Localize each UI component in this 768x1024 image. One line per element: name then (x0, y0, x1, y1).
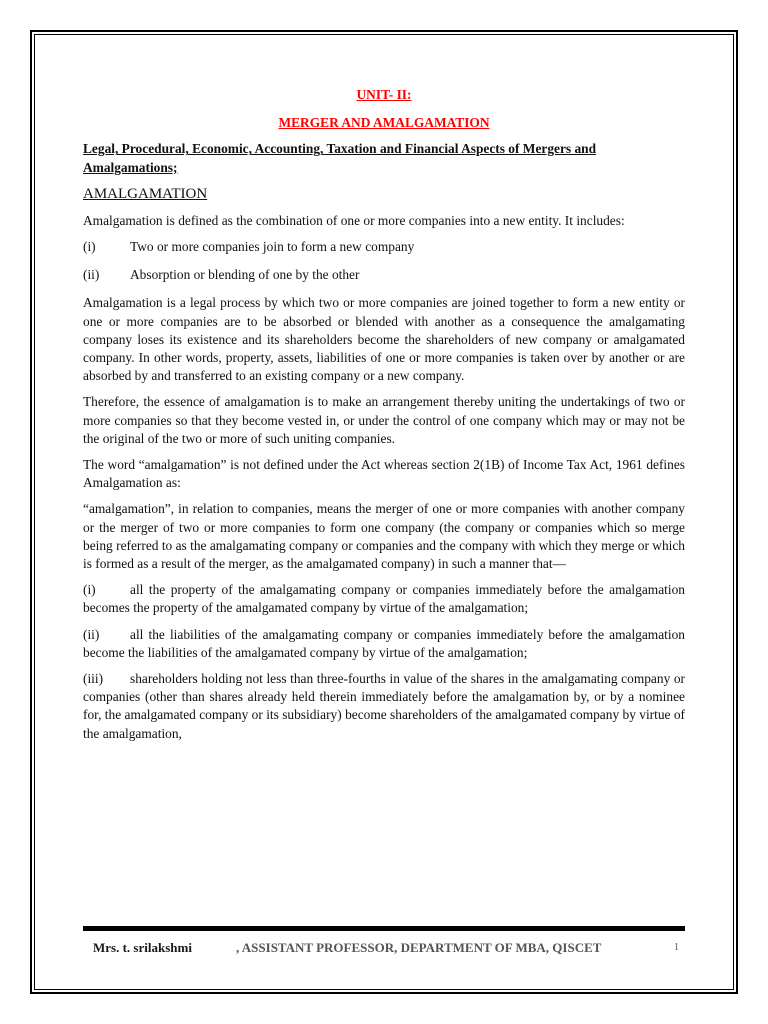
list-number: (ii) (83, 267, 100, 283)
unit-title: UNIT- II: (356, 87, 412, 102)
page-number: 1 (674, 942, 679, 953)
footer-role: , ASSISTANT PROFESSOR, DEPARTMENT OF MBA, QISCET (236, 940, 602, 955)
definition-quote-paragraph: “amalgamation”, in relation to companies, means the merger of one or more companies with another company or the merger of two or more companies to form one company (the company or companies which so merge being referred to as the amalgamating company or companies and the company with which they merge or which is formed as a result of the merger, as the amalgamated company) in such a manner that— (83, 501, 685, 572)
document-body (83, 86, 685, 751)
list-text: Two or more companies join to form a new company (130, 239, 415, 255)
footer-author: Mrs. t. srilakshmi (93, 940, 192, 955)
amalgamation-heading: AMALGAMATION (83, 185, 208, 202)
section-title: MERGER AND AMALGAMATION (278, 115, 490, 131)
essence-paragraph: Therefore, the essence of amalgamation is to make an arrangement thereby uniting the undertakings of two or more companies so that they become vested in, or under the control of one company which may or may not be the original of the two or more of such uniting companies. (83, 394, 685, 446)
clause-item (83, 626, 685, 662)
list-number: (i) (83, 239, 96, 255)
clause-item (83, 670, 685, 743)
clause-text: all the liabilities of the amalgamating company or companies immediately before the amalgamation become the liabilities of the amalgamated company by virtue of the amalgamation; (83, 626, 685, 660)
clause-number: (ii) (83, 626, 100, 642)
topic-heading: Legal, Procedural, Economic, Accounting, Taxation and Financial Aspects of Mergers and Amalgamations; (83, 141, 597, 175)
income-tax-paragraph: The word “amalgamation” is not defined under the Act whereas section 2(1B) of Income Tax Act, 1961 defines Amalgamation as: (83, 457, 685, 491)
legal-process-paragraph: Amalgamation is a legal process by which two or more companies are joined together to form a new entity or one or more companies are to be absorbed or blended with another as a consequence the amalgamating company loses its existence and its shareholders become the shareholders of new company or amalgamated company. In other words, property, assets, liabilities of one or more companies is taken over by another or are absorbed by and transferred to an existing company or a new company. (83, 295, 685, 384)
page-footer (83, 938, 685, 958)
includes-item (83, 238, 685, 256)
clause-number: (iii) (83, 671, 104, 687)
clause-item (83, 581, 685, 617)
includes-item (83, 266, 685, 284)
clause-text: all the property of the amalgamating company or companies immediately before the amalgamation becomes the property of the amalgamated company by virtue of the amalgamation; (83, 582, 685, 616)
clause-text: shareholders holding not less than three-fourths in value of the shares in the amalgamating company or companies (other than shares already held therein immediately before the amalgamation by, or by a nominee for, the amalgamated company or its subsidiary) become shareholders of the amalgamated company by virtue of the amalgamation, (83, 671, 685, 741)
footer-rule (83, 926, 685, 931)
clause-number: (i) (83, 582, 96, 598)
definition-paragraph: Amalgamation is defined as the combination of one or more companies into a new entity. It includes: (83, 212, 625, 228)
list-text: Absorption or blending of one by the other (130, 267, 360, 283)
